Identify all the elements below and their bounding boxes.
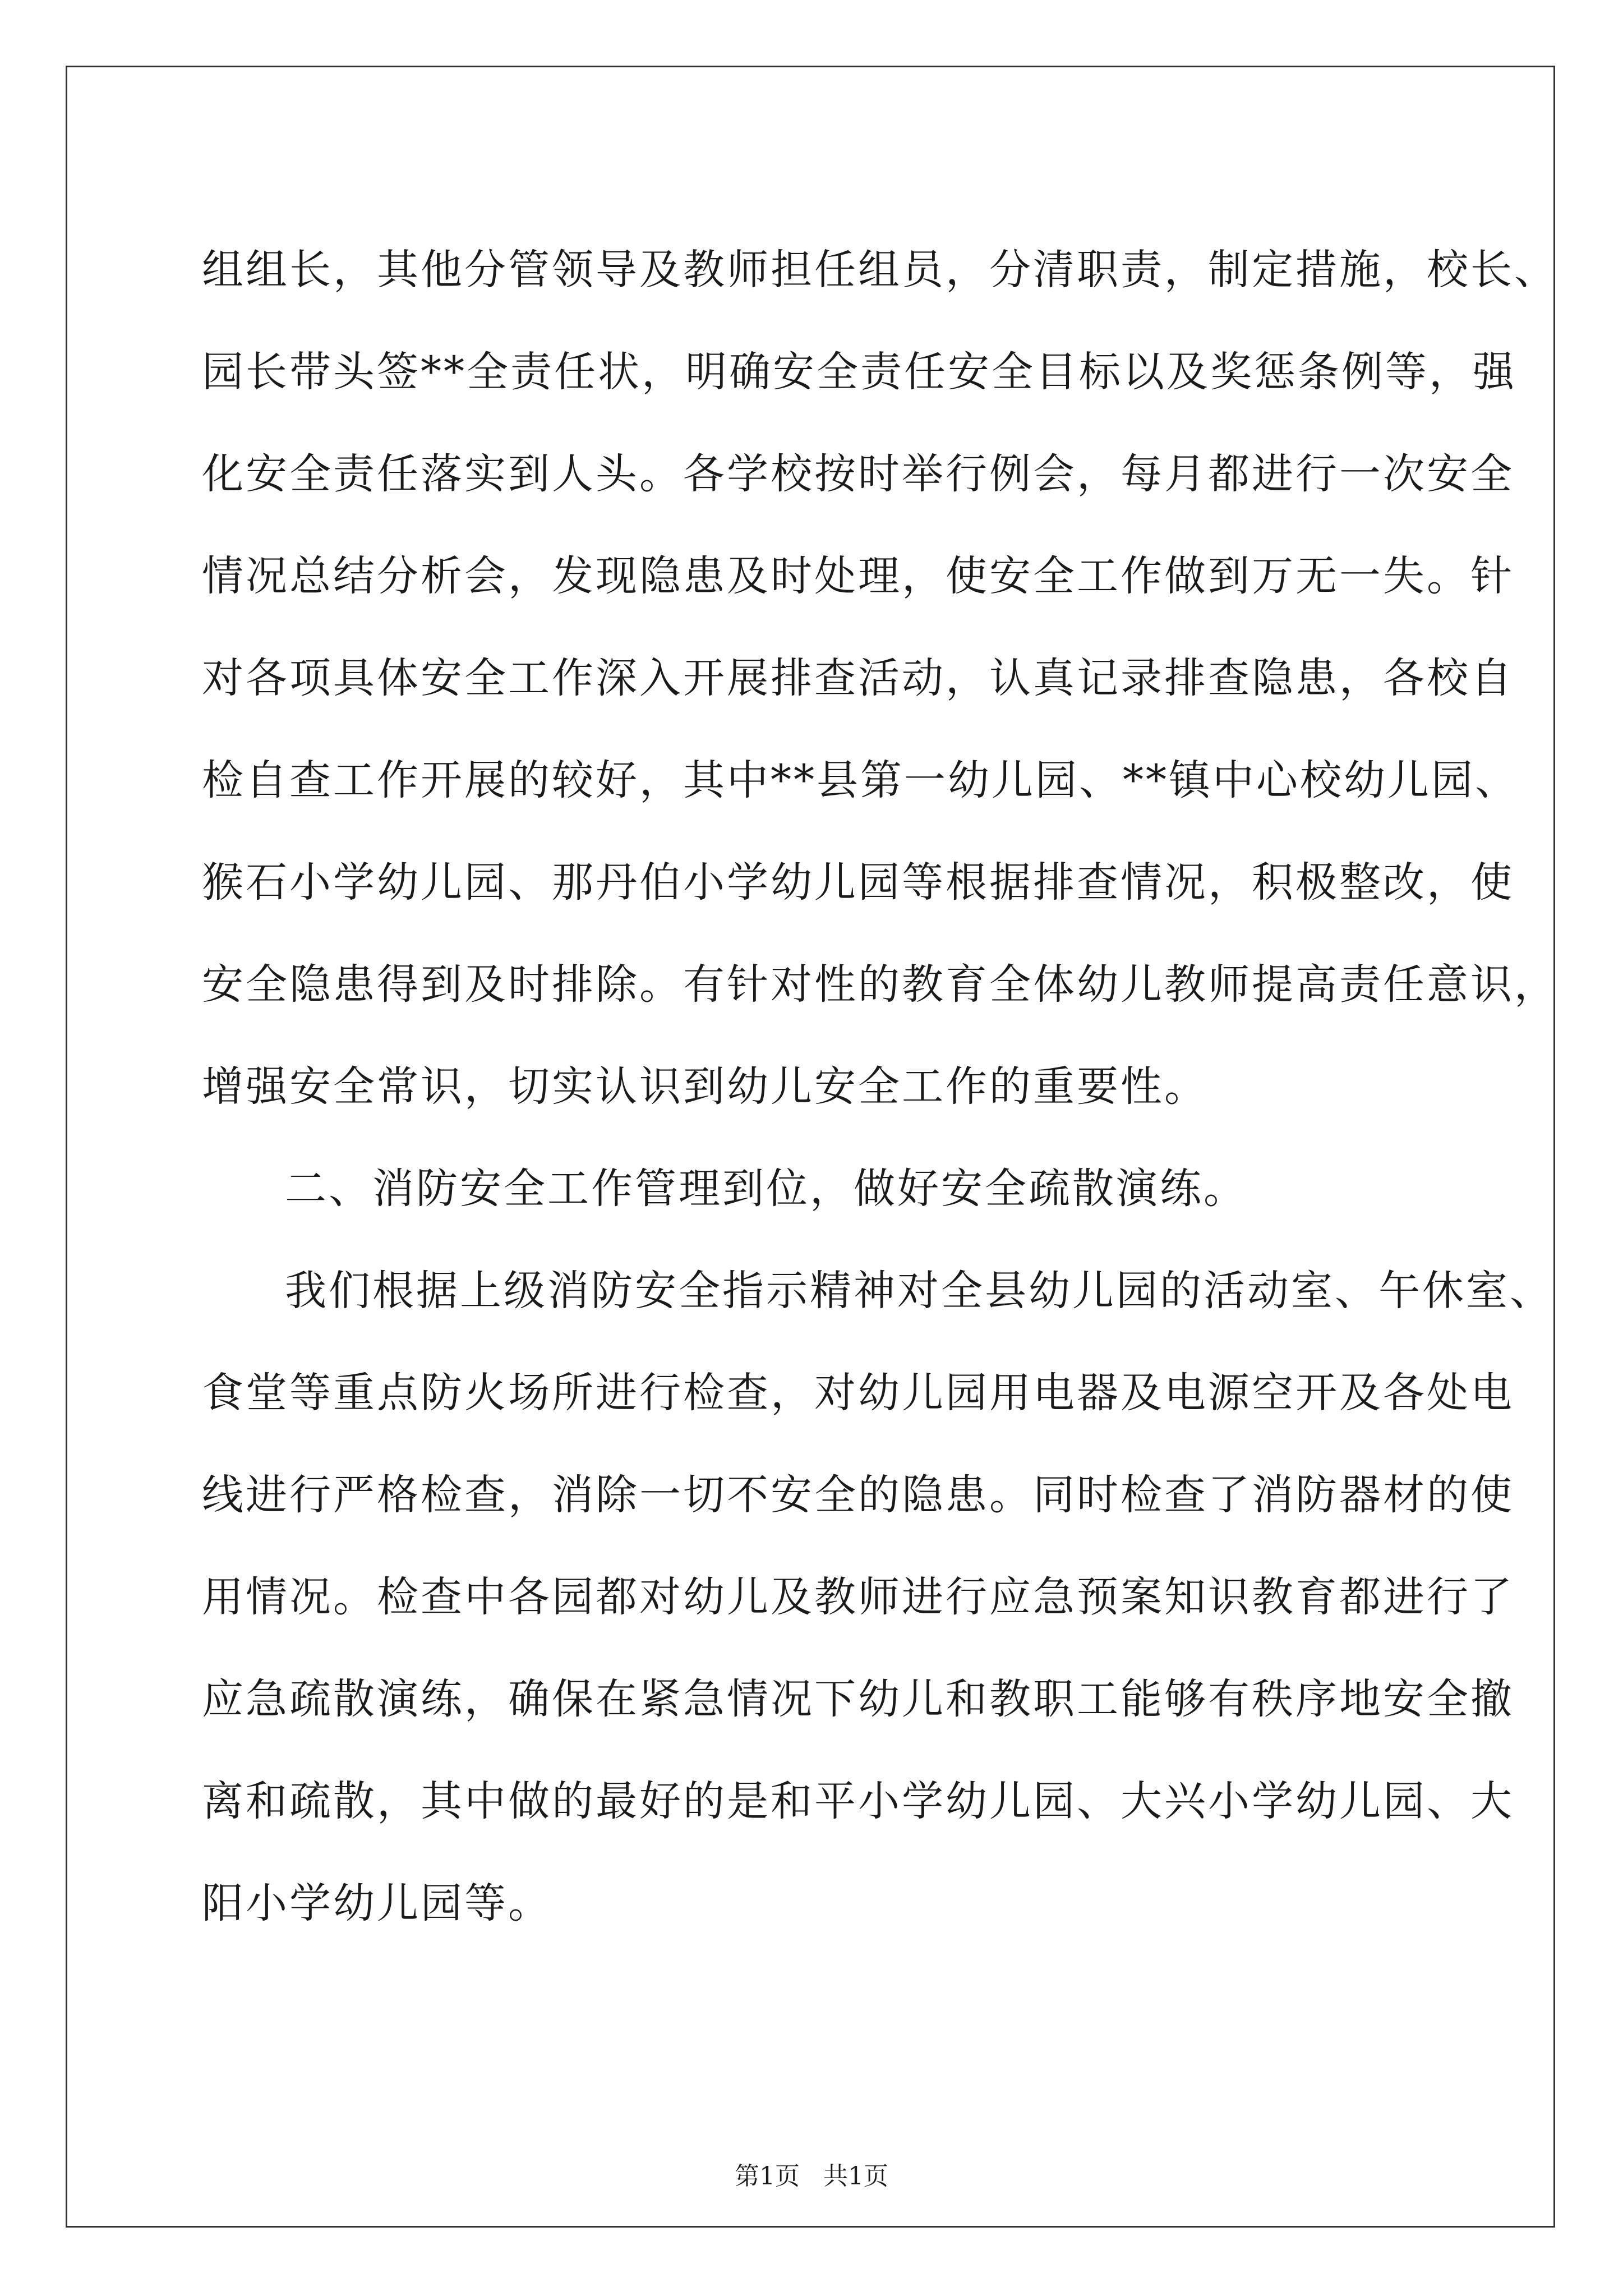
text-line: 应急疏散演练，确保在紧急情况下幼儿和教职工能够有秩序地安全撤 [202, 1675, 1514, 1723]
text-line: 园长带头签**全责任状，明确安全责任安全目标以及奖惩条例等，强 [202, 348, 1516, 396]
document-body [202, 219, 1558, 1954]
text-line: 对各项具体安全工作深入开展排查活动，认真记录排查隐患，各校自 [202, 654, 1514, 702]
text-line: 组组长，其他分管领导及教师担任组员，分清职责，制定措施，校长、 [202, 246, 1558, 294]
text-line: 用情况。检查中各园都对幼儿及教师进行应急预案知识教育都进行了 [202, 1573, 1514, 1621]
text-line: 情况总结分析会，发现隐患及时处理，使安全工作做到万无一失。针 [202, 552, 1514, 600]
text-line: 增强安全常识，切实认识到幼儿安全工作的重要性。 [202, 1062, 1208, 1111]
text-line: 食堂等重点防火场所进行检查，对幼儿园用电器及电源空开及各处电 [202, 1369, 1514, 1417]
text-line: 化安全责任落实到人头。各学校按时举行例会，每月都进行一次安全 [202, 450, 1514, 498]
page-number-footer: 第1页 共1页 [735, 2162, 888, 2191]
text-line: 离和疏散，其中做的最好的是和平小学幼儿园、大兴小学幼儿园、大 [202, 1777, 1514, 1825]
section-heading: 二、消防安全工作管理到位，做好安全疏散演练。 [285, 1165, 1247, 1213]
text-line: 阳小学幼儿园等。 [202, 1879, 552, 1927]
text-line: 安全隐患得到及时排除。有针对性的教育全体幼儿教师提高责任意识， [202, 960, 1558, 1009]
text-line: 线进行严格检查，消除一切不安全的隐患。同时检查了消防器材的使 [202, 1471, 1514, 1519]
text-line: 猴石小学幼儿园、那丹伯小学幼儿园等根据排查情况，积极整改，使 [202, 858, 1514, 907]
text-line: 我们根据上级消防安全指示精神对全县幼儿园的活动室、午休室、 [285, 1267, 1553, 1315]
text-line: 检自查工作开展的较好，其中**县第一幼儿园、**镇中心校幼儿园、 [202, 756, 1519, 804]
